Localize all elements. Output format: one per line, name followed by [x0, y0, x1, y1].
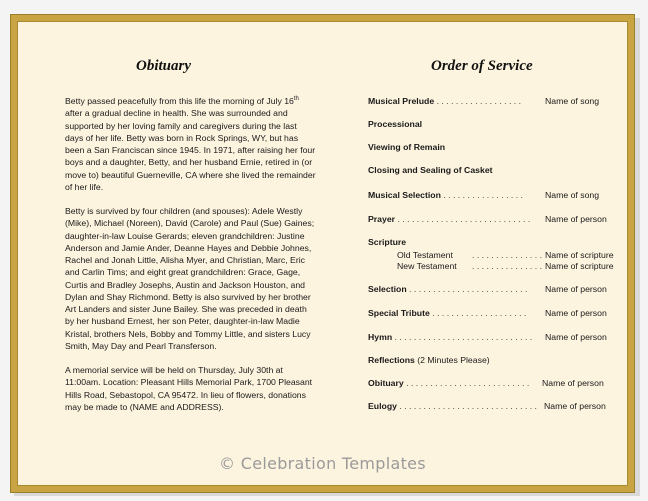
scripture-old-testament: Old Testament — [397, 250, 453, 260]
obituary-text — [65, 95, 317, 425]
service-item-closing: Closing and Sealing of Casket — [368, 165, 493, 175]
gold-frame — [10, 14, 635, 493]
service-item-scripture: Scripture — [368, 237, 407, 247]
obituary-paragraph-2: Betty is survived by four children (and spouses): Adele Westly (Mike), Michael (Noreen), David (Carole) and Paul (Sue) Gaines; daughter-in-law Louise Gerards; eleven grandchildren: Justine Anderson and Jamie Ander, Deanne Hayes and Debbie Johnes, Rachel and Jonah Little, Alisha Myer, and Christian, Marc, Eric and Carlin Tims; and eight great grandchildren: Grace, Gage, Curtis and Bradley Josephs, Austin and Jackson Houston, and Dylan and Shay Richmond. Betty is also survived by her brother Art Landers and sister June Bailey. She was preceded in death by her husband Ernest, her son Peter, daughter-in-law Madie Kristal, brothers Nels, Bobby and Tommy Little, and sisters Lucy Smith, May Day and Pearl Transferson. — [65, 206, 315, 351]
service-item-viewing: Viewing of Remain — [368, 142, 446, 152]
scripture-new-testament: New Testament — [397, 261, 457, 271]
copyright-watermark: © Celebration Templates — [219, 454, 426, 473]
service-item-eulogy: Eulogy . . . . . . . . . . . . . . . . . . . . . . . . . . . . . Name of person — [368, 401, 606, 411]
obituary-paragraph-1: Betty passed peacefully from this life the morning of July 16th after a gradual decline in health. She was surrounded and supported by her loving family and caregivers during the last days of her life. Betty was born in Rock Springs, WY, but has been a San Franciscan since 1945. In 1971, after raising her four boys and a daughter, Betty, and her husband Ernie, retired in (or move to) beautiful Guerneville, CA where she lived the remainder of her life. — [65, 96, 316, 192]
service-item-reflections: Reflections (2 Minutes Please) — [368, 355, 490, 365]
service-item-hymn: Hymn . . . . . . . . . . . . . . . . . . . . . . . . . . . . . Name of person — [368, 332, 607, 342]
service-item-prayer: Prayer . . . . . . . . . . . . . . . . . . . . . . . . . . . . Name of person — [368, 214, 607, 224]
service-item-selection: Selection . . . . . . . . . . . . . . . . . . . . . . . . . Name of person — [368, 284, 607, 294]
obituary-paragraph-3: A memorial service will be held on Thursday, July 30th at 11:00am. Location: Pleasant Hills Memorial Park, 1700 Pleasant Hills Road, Sebastopol, CA 95472. In lieu of flowers, donations may be made to (NAME and ADDRESS). — [65, 365, 313, 412]
service-item-musical-selection: Musical Selection . . . . . . . . . . . . . . . . . Name of song — [368, 190, 600, 200]
service-item-obituary: Obituary . . . . . . . . . . . . . . . . . . . . . . . . . . Name of person — [368, 378, 604, 388]
scripture-old-testament-value: Name of scripture — [545, 250, 614, 260]
service-item-special-tribute: Special Tribute . . . . . . . . . . . . . . . . . . . . Name of person — [368, 308, 607, 318]
scripture-new-testament-value: Name of scripture — [545, 261, 614, 271]
service-item-musical-prelude: Musical Prelude . . . . . . . . . . . . . . . . . . Name of song — [368, 96, 600, 106]
obituary-title: Obituary — [136, 58, 192, 74]
program-page: Obituary Order of Service Betty passed peacefully from this life the morning of July 16th after a gradual decline in health. She was surrounded and supported by her loving family and caregivers during the last days of her life. Betty was born in Rock Springs, WY, but has been a San Franciscan since 1945. In 1971, after raising her four boys and a daughter, Betty, and her husband Ernie, retired in (or move to) beautiful Guerneville, CA where she lived the remainder of her life. Betty is survived by four children (and spouses): Adele Westly (Mike), Michael (Noreen), David (Carole) and Paul (Sue) Gaines; daughter-in-law Louise Gerards; eleven grandchildren: Justine Anderson and Jamie Ander, Deanne Hayes and Debbie Johnes, Rachel and Jonah Little, Alisha Myer, and Christian, Marc, Eric and Carlin Tims; and eight great grandchildren: Grace, Gage, Curtis and Bradley Josephs, Austin and Jackson Houston, and Dylan and Shay Richmond. Betty is also survived by her brother Art Landers and sister June Bailey. She was preceded in death by her husband Ernest, her son Peter, daughter-in-law Madie Kristal, brothers Nels, Bobby and Tommy Little, and sisters Lucy Smith, May Day and Pearl Transferson. A memorial service will be held on Thursday, July 30th at 11:00am. Location: Pleasant Hills Memorial Park, 1700 Pleasant Hills Road, Sebastopol, CA 95472. In lieu of flowers, donations may be made to (NAME and ADDRESS). Musical Prelude . . . . . . . . . . . . . . . . . . Name of song Processional Viewing of Remain Closing and Sealing of Casket Musical Selection . . . . . . . . . . . . . . . . . Name of song Prayer . . . . . . . . . . . . . . . . . . . . . . . . . . . . Name of person Scripture Old Testament . . . . . . . . . . . . . . . Name of scripture New Testament . . . . . . . . . . . . . . . Name of scripture Selection . . . . . . . . . . . . . . . . . . . . . . . . . Name of person Special Tribute . . . . . . . . . . . . . . . . . . . . Name of person Hymn . . . . . . . . . . . . . . . . . . . . . . . . . . . . . Name of person Reflections (2 Minutes Please) Obituary . . . . . . . . . . . . . . . . . . . . . . . . . . Name of person Eulogy . . . . . . . . . . . . . . . . . . . . . . . . . . . . . Name of person © Celebration Templates — [17, 21, 628, 486]
order-of-service-title: Order of Service — [431, 58, 533, 74]
service-item-processional: Processional — [368, 119, 423, 129]
